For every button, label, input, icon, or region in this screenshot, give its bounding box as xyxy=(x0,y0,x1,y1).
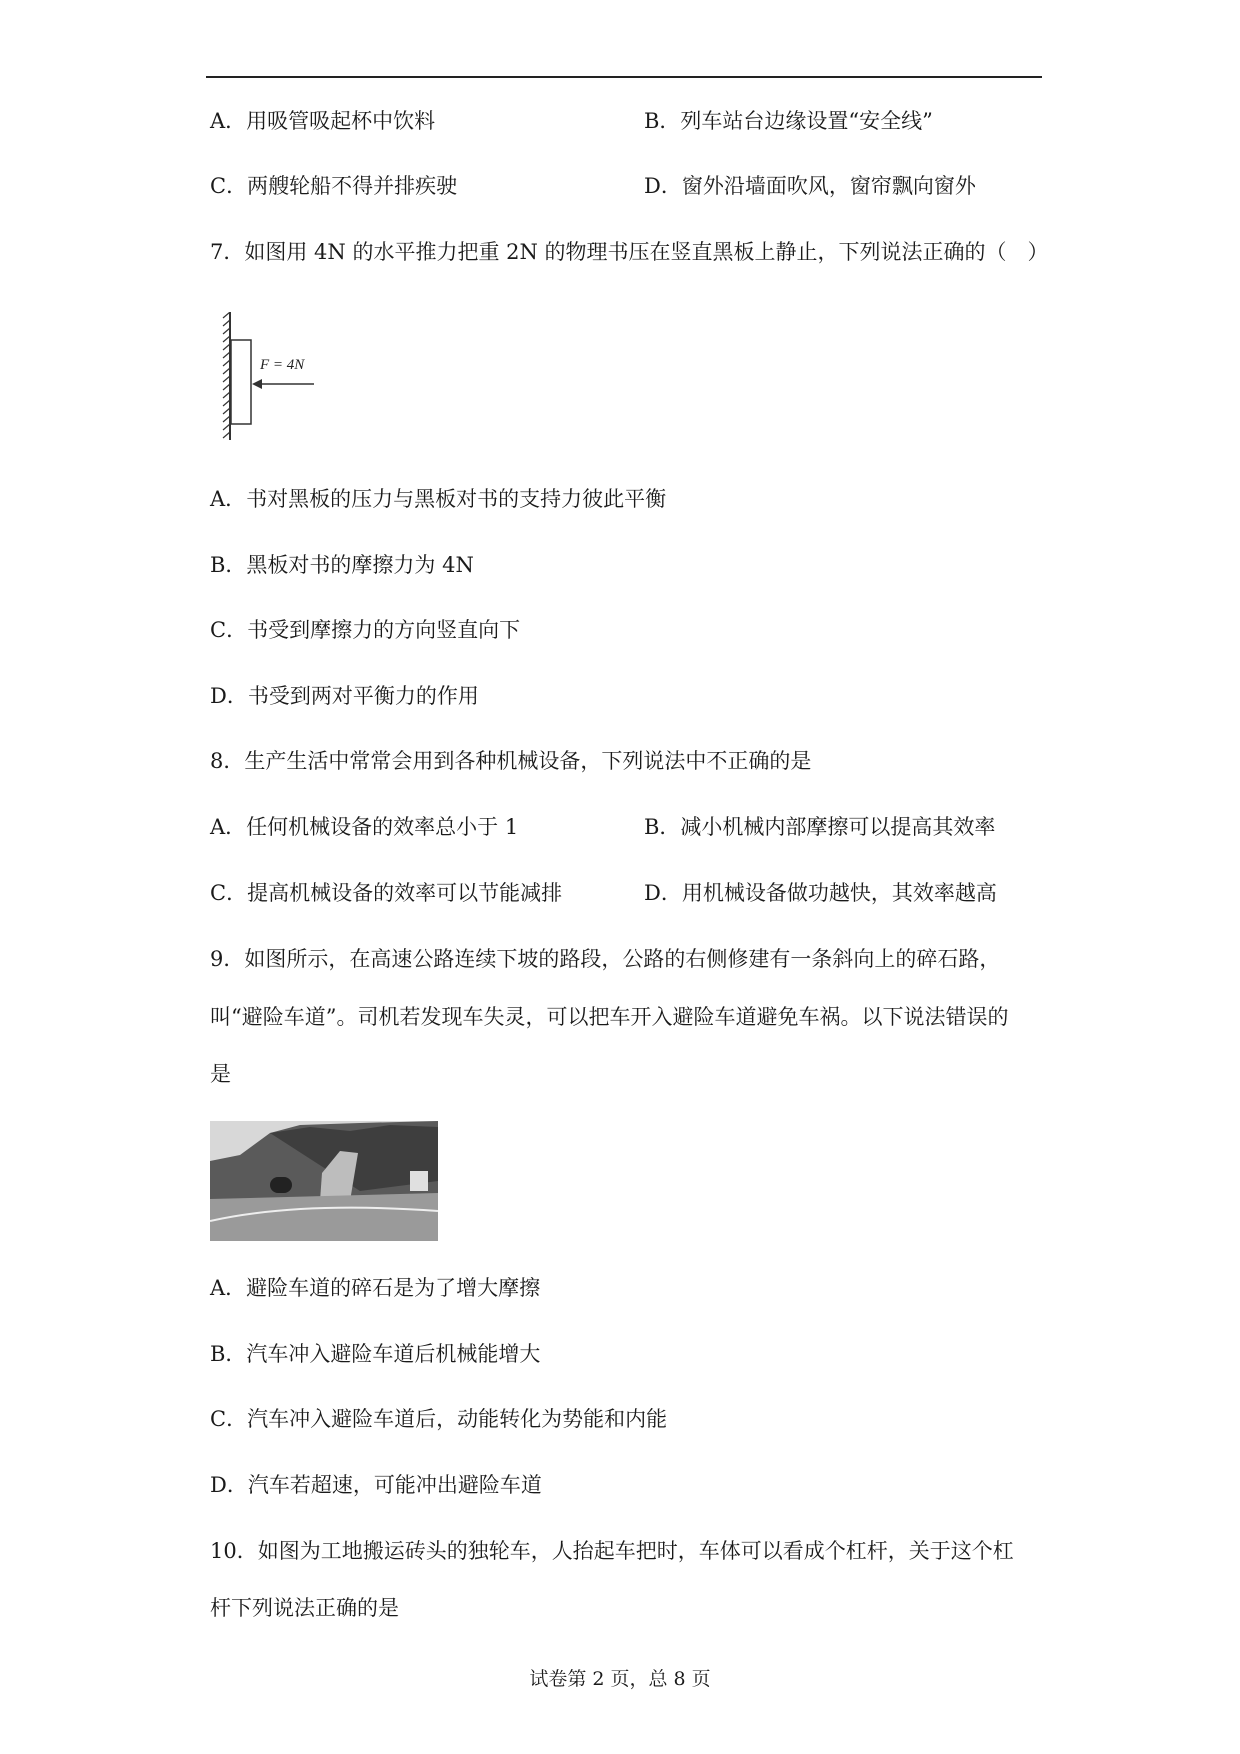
photo-road xyxy=(210,1193,438,1241)
force-arrow-head xyxy=(252,379,262,389)
q7-option-a: A．书对黑板的压力与黑板对书的支持力彼此平衡 xyxy=(210,487,667,511)
q8-option-c: C．提高机械设备的效率可以节能减排 xyxy=(210,881,563,905)
q8-option-b: B．减小机械内部摩擦可以提高其效率 xyxy=(644,815,996,839)
q6-option-c: C．两艘轮船不得并排疾驶 xyxy=(210,174,458,198)
photo-sign xyxy=(410,1171,428,1191)
header-rule xyxy=(206,76,1042,78)
q9-stem-line1: 9．如图所示，在高速公路连续下坡的路段，公路的右侧修建有一条斜向上的碎石路， xyxy=(210,947,1001,971)
q9-option-a: A．避险车道的碎石是为了增大摩擦 xyxy=(210,1276,541,1300)
q7-option-d: D．书受到两对平衡力的作用 xyxy=(210,684,479,708)
q6-option-d: D．窗外沿墙面吹风，窗帘飘向窗外 xyxy=(644,174,976,198)
wall-hatching xyxy=(223,312,230,438)
q7-option-b: B．黑板对书的摩擦力为 4N xyxy=(210,553,474,577)
q9-stem-line3: 是 xyxy=(210,1062,231,1086)
q9-option-c: C．汽车冲入避险车道后，动能转化为势能和内能 xyxy=(210,1407,668,1431)
q7-option-c: C．书受到摩擦力的方向竖直向下 xyxy=(210,618,521,642)
q6-option-b: B．列车站台边缘设置“安全线” xyxy=(644,109,933,133)
force-label: F = 4N xyxy=(260,357,305,373)
q8-stem: 8．生产生活中常常会用到各种机械设备，下列说法中不正确的是 xyxy=(210,749,812,773)
blackboard-force-figure xyxy=(222,312,322,442)
q7-stem: 7．如图用 4N 的水平推力把重 2N 的物理书压在竖直黑板上静止，下列说法正确的（ ） xyxy=(210,240,1049,264)
book-rect xyxy=(231,340,251,424)
q9-option-d: D．汽车若超速，可能冲出避险车道 xyxy=(210,1473,542,1497)
q8-option-a: A．任何机械设备的效率总小于 1 xyxy=(210,815,519,839)
page-footer: 试卷第 2 页，总 8 页 xyxy=(529,1668,711,1690)
escape-ramp-photo xyxy=(210,1121,438,1241)
photo-tunnel xyxy=(270,1177,292,1193)
q8-option-d: D．用机械设备做功越快，其效率越高 xyxy=(644,881,997,905)
q9-option-b: B．汽车冲入避险车道后机械能增大 xyxy=(210,1342,541,1366)
q9-stem-line2: 叫“避险车道”。司机若发现车失灵，可以把车开入避险车道避免车祸。以下说法错误的 xyxy=(210,1005,1009,1029)
q10-stem-line2: 杆下列说法正确的是 xyxy=(210,1596,399,1620)
q10-stem-line1: 10．如图为工地搬运砖头的独轮车，人抬起车把时，车体可以看成个杠杆，关于这个杠 xyxy=(210,1539,1014,1563)
q6-option-a: A．用吸管吸起杯中饮料 xyxy=(210,109,436,133)
